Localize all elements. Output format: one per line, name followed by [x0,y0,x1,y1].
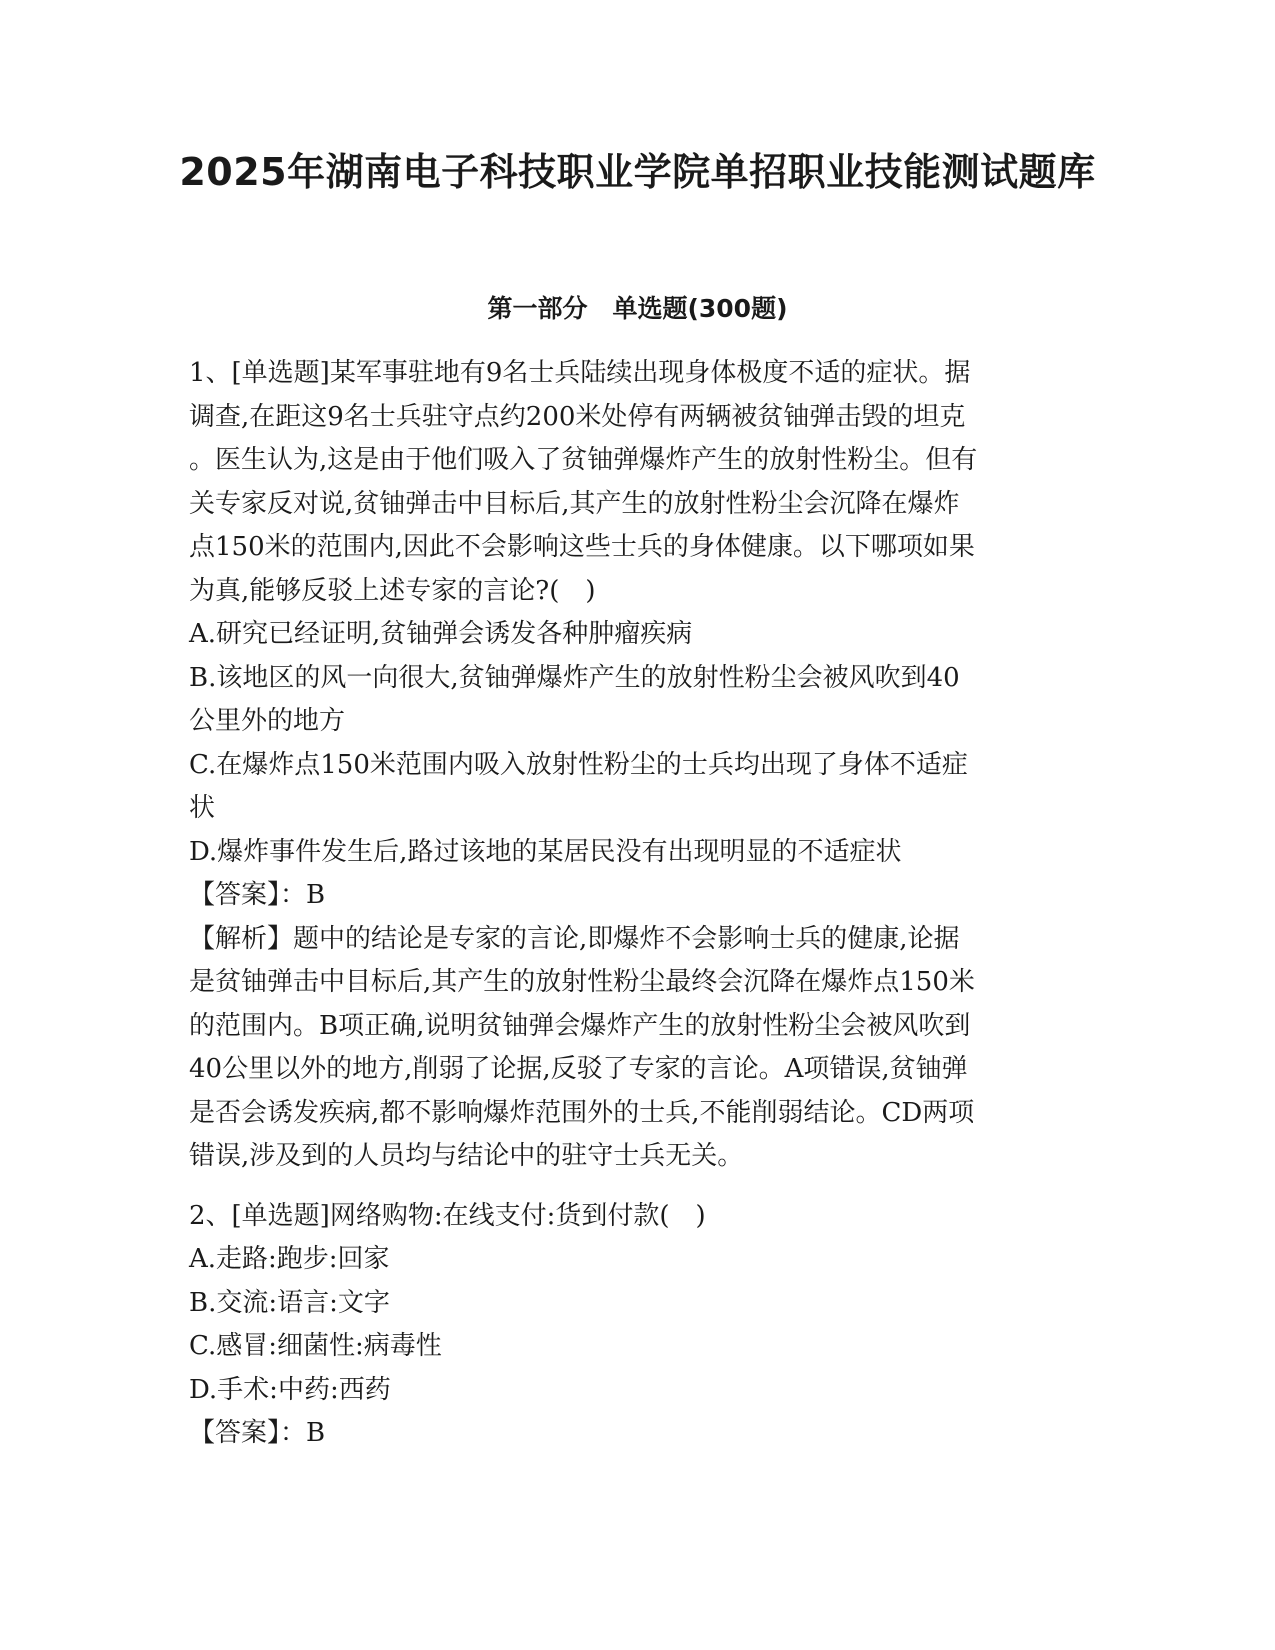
option-line: D.爆炸事件发生后,路过该地的某居民没有出现明显的不适症状 [189,836,902,867]
option-line: D.手术:中药:西药 [189,1374,391,1405]
analysis [189,918,1079,1179]
option-d [189,1369,1079,1413]
option-line: C.在爆炸点150米范围内吸入放射性粉尘的士兵均出现了身体不适症 [189,749,968,780]
section-heading: 第一部分 单选题(300题) [487,294,788,323]
option-c [189,1325,1079,1369]
question-2 [189,1195,1079,1456]
option-line: B.该地区的风一向很大,贫铀弹爆炸产生的放射性粉尘会被风吹到40 [189,662,960,693]
question-list [189,352,1079,1456]
option-b [189,1282,1079,1326]
question-2-stem [189,1195,1079,1239]
question-stem-line: 关专家反对说,贫铀弹击中目标后,其产生的放射性粉尘会沉降在爆炸 [189,488,960,519]
question-1 [189,352,1079,1179]
option-line: B.交流:语言:文字 [189,1287,390,1318]
analysis-line: 【解析】题中的结论是专家的言论,即爆炸不会影响士兵的健康,论据 [189,923,960,954]
question-1-stem [189,352,1079,613]
option-d [189,831,1079,875]
analysis-line: 40公里以外的地方,削弱了论据,反驳了专家的言论。A项错误,贫铀弹 [189,1054,968,1084]
option-line: C.感冒:细菌性:病毒性 [189,1331,442,1361]
option-b [189,657,1079,744]
question-stem-line: 2、[单选题]网络购物:在线支付:货到付款( ) [189,1200,706,1231]
answer-line: 【答案】：B [189,880,326,910]
question-stem-line: 。医生认为,这是由于他们吸入了贫铀弹爆炸产生的放射性粉尘。但有 [189,445,978,475]
analysis-line: 是贫铀弹击中目标后,其产生的放射性粉尘最终会沉降在爆炸点150米 [189,967,975,997]
analysis-line: 的范围内。B项正确,说明贫铀弹会爆炸产生的放射性粉尘会被风吹到 [189,1010,971,1041]
option-line: A.研究已经证明,贫铀弹会诱发各种肿瘤疾病 [189,619,693,649]
analysis-line: 是否会诱发疾病,都不影响爆炸范围外的士兵,不能削弱结论。CD两项 [189,1097,975,1128]
question-stem-line: 点150米的范围内,因此不会影响这些士兵的身体健康。以下哪项如果 [189,532,975,562]
option-line: A.走路:跑步:回家 [189,1244,390,1274]
answer-line: 【答案】：B [189,1418,326,1448]
question-stem-line: 调查,在距这9名士兵驻守点约200米处停有两辆被贫铀弹击毁的坦克 [189,401,966,432]
question-stem-line: 为真,能够反驳上述专家的言论?( ) [189,575,596,606]
option-line: 状 [189,793,216,823]
question-stem-line: 1、[单选题]某军事驻地有9名士兵陆续出现身体极度不适的症状。据 [189,358,971,388]
document-title: 2025年湖南电子科技职业学院单招职业技能测试题库 [179,150,1096,194]
question-spacer [189,1179,1079,1195]
analysis-line: 错误,涉及到的人员均与结论中的驻守士兵无关。 [189,1141,744,1171]
option-c [189,744,1079,831]
option-a [189,613,1079,657]
option-a [189,1238,1079,1282]
option-line: 公里外的地方 [189,706,346,736]
